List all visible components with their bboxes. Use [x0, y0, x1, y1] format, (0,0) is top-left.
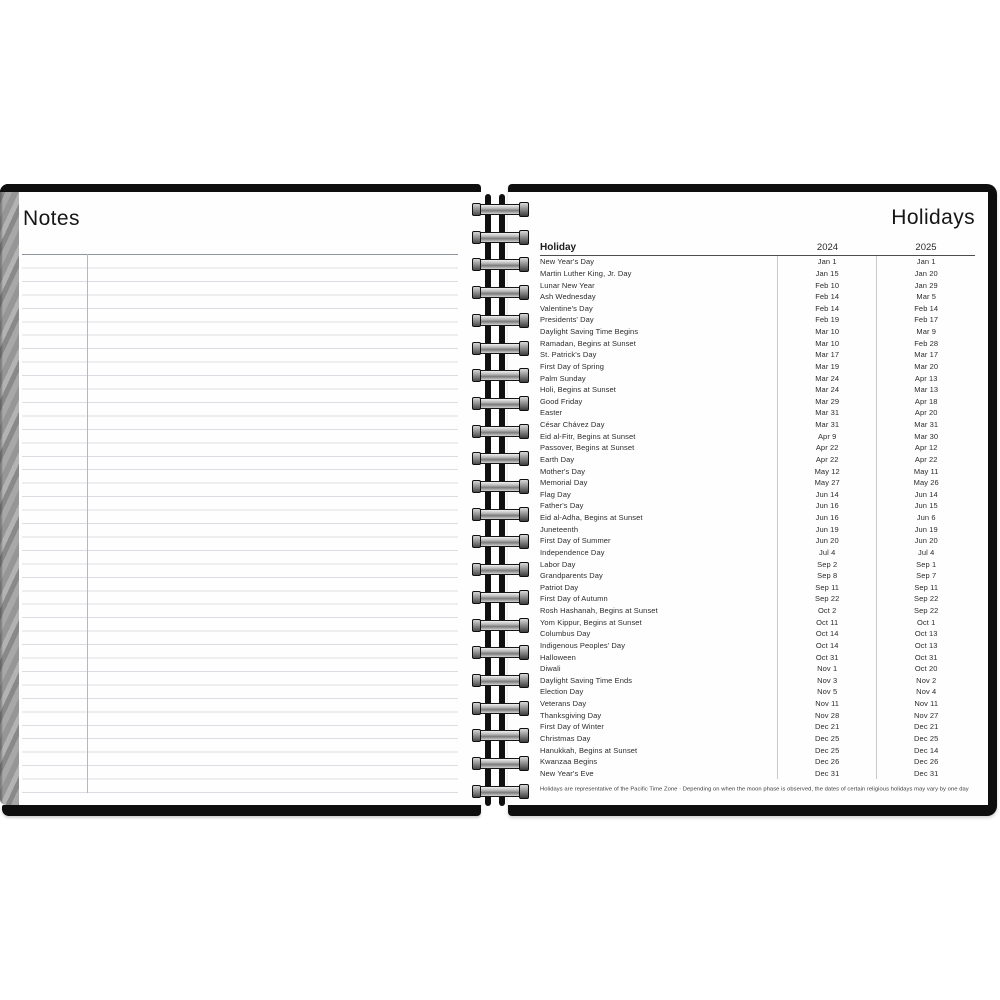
holiday-name-cell: Father's Day [540, 501, 584, 511]
spiral-loop [474, 343, 526, 354]
table-row [540, 558, 975, 570]
date-2024-cell: Dec 31 [777, 768, 877, 780]
spiral-loop [474, 675, 526, 686]
date-2024-cell: May 27 [777, 477, 877, 489]
holiday-name-cell: Eid al-Adha, Begins at Sunset [540, 513, 643, 523]
table-row [540, 489, 975, 501]
date-2024-cell: Sep 22 [777, 593, 877, 605]
table-row [540, 268, 975, 280]
table-row [540, 523, 975, 535]
spiral-loop [474, 758, 526, 769]
date-2025-cell: Jun 6 [876, 512, 975, 524]
holiday-name-cell: Yom Kippur, Begins at Sunset [540, 617, 642, 627]
spiral-loop [474, 564, 526, 575]
date-2025-cell: Dec 26 [876, 756, 975, 768]
spiral-loop [474, 620, 526, 631]
table-row [540, 326, 975, 338]
table-row [540, 477, 975, 489]
holiday-name-cell: Veterans Day [540, 699, 587, 709]
table-row [540, 721, 975, 733]
date-2025-cell: Oct 13 [876, 628, 975, 640]
table-row [540, 279, 975, 291]
holiday-table-header [540, 236, 975, 256]
spiral-loop [474, 398, 526, 409]
date-2025-cell: Nov 4 [876, 686, 975, 698]
right-page [508, 184, 997, 816]
date-2024-cell: Oct 31 [777, 651, 877, 663]
date-2025-cell: Feb 17 [876, 314, 975, 326]
holiday-name-cell: Passover, Begins at Sunset [540, 443, 635, 453]
holiday-name-cell: Independence Day [540, 547, 605, 557]
date-2024-cell: Dec 26 [777, 756, 877, 768]
date-2025-cell: Mar 20 [876, 361, 975, 373]
table-row [540, 419, 975, 431]
spiral-loop [474, 647, 526, 658]
date-2025-cell: Apr 12 [876, 442, 975, 454]
holiday-name-cell: First Day of Summer [540, 536, 611, 546]
spiral-bar [499, 194, 505, 806]
date-2025-cell: Oct 31 [876, 651, 975, 663]
date-2025-cell: Nov 2 [876, 675, 975, 687]
notes-paper [19, 192, 481, 805]
holiday-name-cell: Grandparents Day [540, 571, 603, 581]
table-row [540, 651, 975, 663]
date-2024-cell: Sep 11 [777, 582, 877, 594]
date-2025-cell: Apr 22 [876, 454, 975, 466]
date-2024-cell: Jun 16 [777, 500, 877, 512]
table-row [540, 744, 975, 756]
date-2025-cell: Jan 1 [876, 256, 975, 268]
holiday-name-cell: St. Patrick's Day [540, 350, 597, 360]
holiday-name-cell: Election Day [540, 687, 584, 697]
table-row [540, 442, 975, 454]
spiral-loop [474, 786, 526, 797]
holiday-name-cell: Diwali [540, 664, 561, 674]
date-2025-cell: Apr 13 [876, 372, 975, 384]
date-2025-cell: Jun 14 [876, 489, 975, 501]
date-2024-cell: Nov 3 [777, 675, 877, 687]
holiday-name-cell: Halloween [540, 652, 576, 662]
holiday-name-cell: Columbus Day [540, 629, 591, 639]
date-2024-cell: Mar 10 [777, 326, 877, 338]
table-row [540, 430, 975, 442]
table-row [540, 500, 975, 512]
date-2025-cell: Oct 20 [876, 663, 975, 675]
spiral-loop [474, 703, 526, 714]
date-2025-cell: Jun 20 [876, 535, 975, 547]
holiday-name-cell: First Day of Spring [540, 361, 605, 371]
date-2025-cell: Jan 29 [876, 279, 975, 291]
table-row [540, 535, 975, 547]
spiral-loop [474, 232, 526, 243]
holiday-name-cell: Kwanzaa Begins [540, 757, 598, 767]
date-2024-cell: Mar 29 [777, 396, 877, 408]
date-2024-cell: Apr 9 [777, 430, 877, 442]
holiday-name-cell: Daylight Saving Time Begins [540, 327, 639, 337]
table-row [540, 384, 975, 396]
holiday-name-cell: Memorial Day [540, 478, 588, 488]
holiday-name-cell: Good Friday [540, 396, 583, 406]
date-2025-cell: Jun 19 [876, 523, 975, 535]
header-2025: 2025 [915, 242, 937, 253]
date-2024-cell: Oct 2 [777, 605, 877, 617]
date-2025-cell: Oct 13 [876, 640, 975, 652]
holiday-name-cell: César Chávez Day [540, 420, 605, 430]
table-row [540, 547, 975, 559]
holiday-name-cell: Easter [540, 408, 563, 418]
date-2024-cell: Mar 19 [777, 361, 877, 373]
spiral-loop [474, 287, 526, 298]
table-row [540, 733, 975, 745]
holiday-name-cell: Martin Luther King, Jr. Day [540, 268, 632, 278]
table-row [540, 512, 975, 524]
date-2025-cell: May 26 [876, 477, 975, 489]
holiday-name-cell: Christmas Day [540, 733, 591, 743]
date-2025-cell: Dec 14 [876, 744, 975, 756]
date-2024-cell: Apr 22 [777, 442, 877, 454]
spiral-loop [474, 509, 526, 520]
date-2025-cell: Oct 1 [876, 616, 975, 628]
date-2024-cell: Dec 25 [777, 733, 877, 745]
date-2025-cell: Dec 25 [876, 733, 975, 745]
table-row [540, 303, 975, 315]
spiral-loop [474, 592, 526, 603]
table-row [540, 372, 975, 384]
table-row [540, 407, 975, 419]
holiday-name-cell: Labor Day [540, 559, 576, 569]
holiday-table [540, 236, 975, 797]
spiral-loop [474, 315, 526, 326]
holiday-name-cell: Juneteenth [540, 524, 579, 534]
date-2025-cell: Mar 17 [876, 349, 975, 361]
table-row [540, 454, 975, 466]
date-2024-cell: Oct 14 [777, 640, 877, 652]
table-row [540, 337, 975, 349]
date-2024-cell: Jan 1 [777, 256, 877, 268]
date-2025-cell: Mar 31 [876, 419, 975, 431]
holiday-name-cell: Ash Wednesday [540, 292, 596, 302]
date-2025-cell: Dec 21 [876, 721, 975, 733]
date-2024-cell: Apr 22 [777, 454, 877, 466]
header-2024: 2024 [816, 242, 839, 253]
date-2025-cell: Sep 1 [876, 558, 975, 570]
date-2024-cell: Mar 31 [777, 419, 877, 431]
table-row [540, 291, 975, 303]
holiday-name-cell: Flag Day [540, 489, 571, 499]
holidays-paper [508, 192, 988, 805]
table-row [540, 698, 975, 710]
spiral-loop [474, 453, 526, 464]
table-row [540, 605, 975, 617]
table-row [540, 465, 975, 477]
holiday-name-cell: Holi, Begins at Sunset [540, 385, 616, 395]
date-2024-cell: Jun 20 [777, 535, 877, 547]
table-row [540, 756, 975, 768]
table-row [540, 593, 975, 605]
date-2024-cell: Jun 16 [777, 512, 877, 524]
header-holiday: Holiday [540, 242, 577, 253]
spiral-loop [474, 426, 526, 437]
date-2024-cell: Feb 19 [777, 314, 877, 326]
date-2025-cell: Jan 20 [876, 268, 975, 280]
table-row [540, 570, 975, 582]
table-row [540, 314, 975, 326]
holiday-name-cell: Eid al-Fitr, Begins at Sunset [540, 431, 636, 441]
holiday-name-cell: Mother's Day [540, 466, 586, 476]
spiral-loop [474, 370, 526, 381]
holiday-name-cell: Valentine's Day [540, 303, 593, 313]
date-2024-cell: Jun 19 [777, 523, 877, 535]
cover-edge-top-left [0, 184, 481, 192]
holiday-name-cell: Lunar New Year [540, 280, 595, 290]
date-2024-cell: Nov 28 [777, 709, 877, 721]
date-2024-cell: Oct 11 [777, 616, 877, 628]
date-2025-cell: Sep 11 [876, 582, 975, 594]
holiday-name-cell: Thanksgiving Day [540, 710, 602, 720]
date-2024-cell: Nov 5 [777, 686, 877, 698]
date-2025-cell: May 11 [876, 465, 975, 477]
date-2024-cell: Oct 14 [777, 628, 877, 640]
spiral-loop [474, 481, 526, 492]
date-2024-cell: Dec 21 [777, 721, 877, 733]
table-row [540, 396, 975, 408]
spiral-loop [474, 259, 526, 270]
date-2024-cell: Sep 8 [777, 570, 877, 582]
holiday-name-cell: Indigenous Peoples' Day [540, 640, 626, 650]
date-2024-cell: May 12 [777, 465, 877, 477]
left-page [0, 184, 481, 816]
date-2025-cell: Nov 27 [876, 709, 975, 721]
table-row [540, 663, 975, 675]
holiday-table-body [540, 256, 975, 779]
date-2025-cell: Mar 9 [876, 326, 975, 338]
date-2024-cell: Mar 31 [777, 407, 877, 419]
cover-edge-bottom-left [2, 805, 481, 816]
table-footnote: Holidays are representative of the Pacific Time Zone · Depending on when the moon phase is observed, the dates of certain religious holidays may vary by one day [540, 786, 969, 793]
date-2025-cell: Sep 22 [876, 593, 975, 605]
spiral-loop [474, 204, 526, 215]
date-2025-cell: Nov 11 [876, 698, 975, 710]
spiral-loop [474, 536, 526, 547]
holiday-name-cell: Palm Sunday [540, 373, 586, 383]
date-2025-cell: Apr 18 [876, 396, 975, 408]
date-2025-cell: Mar 5 [876, 291, 975, 303]
spiral-binding [480, 194, 508, 806]
holiday-name-cell: Rosh Hashanah, Begins at Sunset [540, 606, 658, 616]
table-row [540, 256, 975, 268]
holiday-name-cell: Hanukkah, Begins at Sunset [540, 745, 638, 755]
date-2024-cell: Feb 14 [777, 291, 877, 303]
holiday-name-cell: New Year's Eve [540, 768, 594, 778]
date-2025-cell: Mar 13 [876, 384, 975, 396]
date-2025-cell: Jul 4 [876, 547, 975, 559]
date-2024-cell: Mar 24 [777, 372, 877, 384]
table-row [540, 675, 975, 687]
table-row [540, 628, 975, 640]
holidays-title: Holidays [891, 206, 975, 229]
date-2024-cell: Mar 24 [777, 384, 877, 396]
notes-title: Notes [23, 207, 80, 230]
table-row [540, 361, 975, 373]
date-2024-cell: Sep 2 [777, 558, 877, 570]
holiday-name-cell: Patriot Day [540, 582, 579, 592]
spiral-loop [474, 730, 526, 741]
page-edge-texture [0, 192, 19, 805]
date-2025-cell: Sep 7 [876, 570, 975, 582]
date-2024-cell: Dec 25 [777, 744, 877, 756]
date-2025-cell: Feb 28 [876, 337, 975, 349]
date-2024-cell: Mar 10 [777, 337, 877, 349]
spiral-bar [485, 194, 491, 806]
table-row [540, 768, 975, 780]
date-2024-cell: Jan 15 [777, 268, 877, 280]
date-2025-cell: Feb 14 [876, 303, 975, 315]
holiday-name-cell: First Day of Winter [540, 722, 604, 732]
table-row [540, 616, 975, 628]
table-row [540, 349, 975, 361]
date-2025-cell: Apr 20 [876, 407, 975, 419]
table-row [540, 582, 975, 594]
holiday-name-cell: Earth Day [540, 454, 575, 464]
date-2024-cell: Nov 11 [777, 698, 877, 710]
holiday-name-cell: First Day of Autumn [540, 594, 608, 604]
date-2025-cell: Sep 22 [876, 605, 975, 617]
date-2024-cell: Mar 17 [777, 349, 877, 361]
table-row [540, 709, 975, 721]
date-2025-cell: Jun 15 [876, 500, 975, 512]
date-2024-cell: Feb 14 [777, 303, 877, 315]
holiday-name-cell: Daylight Saving Time Ends [540, 675, 633, 685]
holiday-name-cell: Presidents' Day [540, 315, 594, 325]
table-row [540, 640, 975, 652]
date-2024-cell: Jul 4 [777, 547, 877, 559]
date-2025-cell: Dec 31 [876, 768, 975, 780]
date-2025-cell: Mar 30 [876, 430, 975, 442]
table-row [540, 686, 975, 698]
date-2024-cell: Feb 10 [777, 279, 877, 291]
date-2024-cell: Jun 14 [777, 489, 877, 501]
holiday-name-cell: Ramadan, Begins at Sunset [540, 338, 636, 348]
margin-line [87, 254, 88, 793]
holiday-name-cell: New Year's Day [540, 257, 595, 267]
date-2024-cell: Nov 1 [777, 663, 877, 675]
